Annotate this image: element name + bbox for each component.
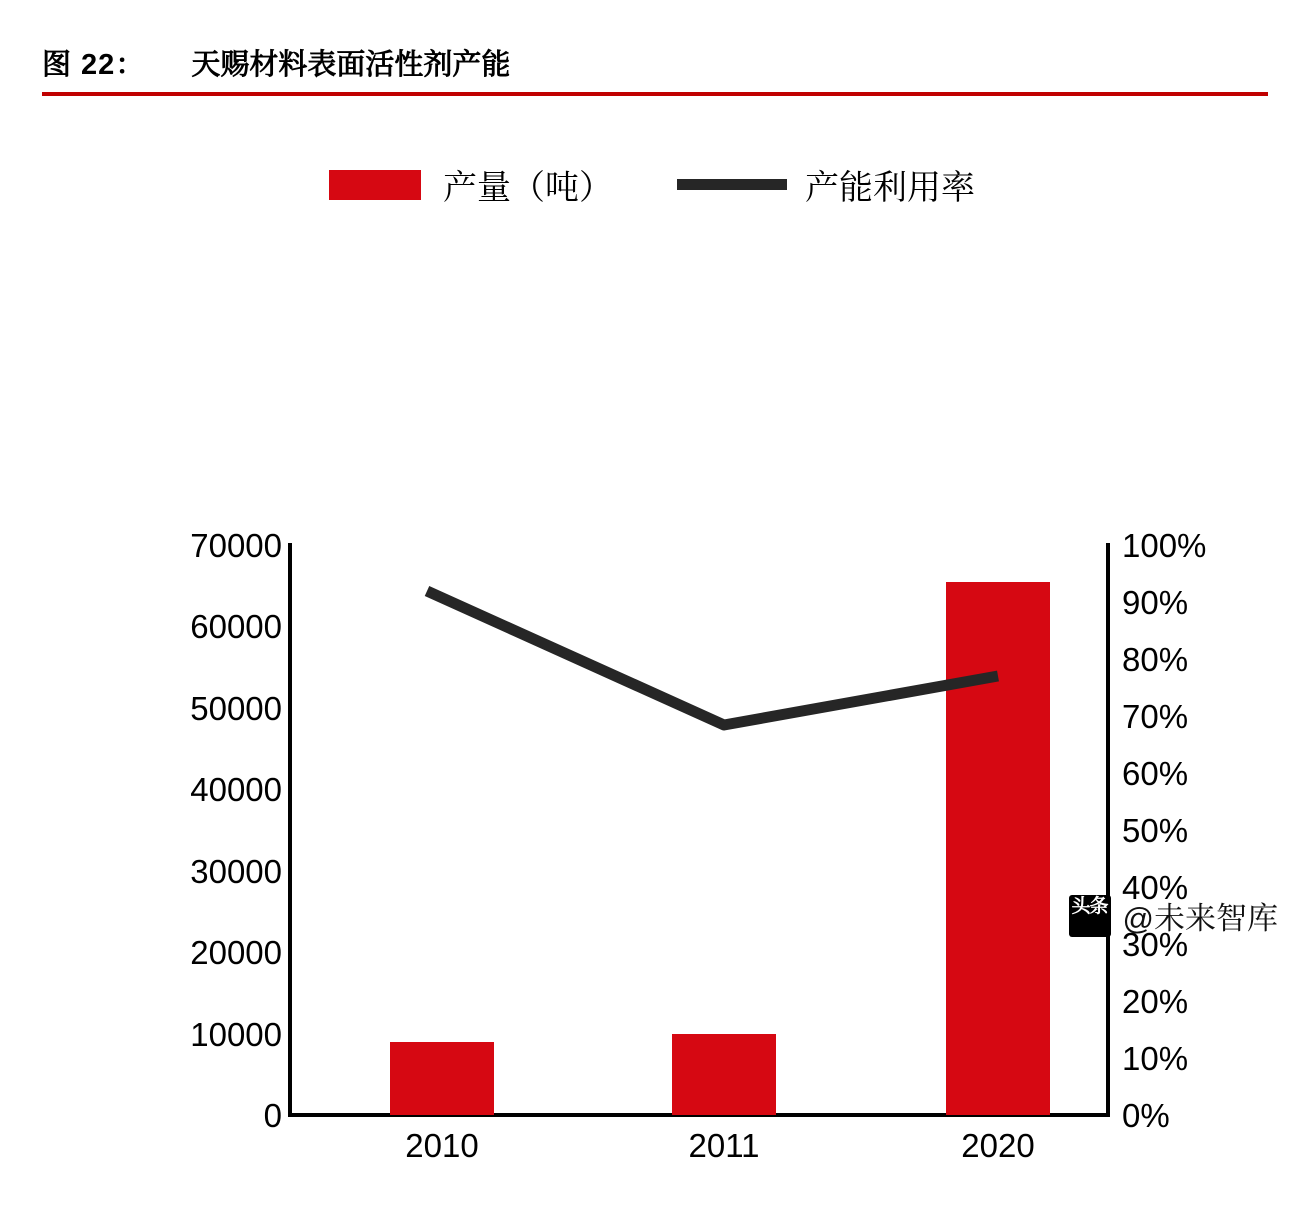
right-axis-line (1106, 543, 1110, 1117)
page-title: 天赐材料表面活性剂产能 (191, 48, 511, 81)
right-axis-tick-label: 40% (1122, 869, 1189, 906)
right-axis-tick-label: 70% (1122, 698, 1189, 735)
right-axis-tick-label: 50% (1122, 812, 1189, 849)
watermark-text: @未来智库 (1122, 901, 1278, 936)
left-axis-tick-label: 50000 (190, 690, 282, 727)
right-axis-tick-label: 30% (1122, 926, 1189, 963)
figure-number-label: 图 22： (42, 48, 146, 81)
legend-bar-swatch-icon (329, 170, 421, 200)
left-axis-tick-label: 10000 (190, 1016, 282, 1053)
x-axis-tick-label: 2020 (961, 1127, 1035, 1164)
bar-2011 (672, 1034, 776, 1115)
toutiao-logo-icon: 头条 (1069, 895, 1111, 937)
bar-2020 (946, 582, 1050, 1115)
x-axis-tick-label: 2011 (688, 1127, 760, 1164)
right-axis-tick-label: 90% (1122, 584, 1189, 621)
chart-legend (0, 160, 1304, 209)
right-axis-tick-label: 20% (1122, 983, 1189, 1020)
bar-2010 (390, 1042, 494, 1115)
left-axis-tick-label: 0 (263, 1097, 282, 1134)
right-axis-tick-label: 0% (1122, 1097, 1170, 1134)
utilization-polyline (427, 591, 998, 725)
figure-header (42, 34, 1268, 96)
legend-line-swatch-icon (677, 179, 787, 190)
legend-item-utilization (677, 160, 975, 209)
left-axis-tick-label: 70000 (190, 527, 282, 564)
x-axis-tick-label: 2010 (405, 1127, 479, 1164)
left-axis-tick-label: 40000 (190, 771, 282, 808)
right-axis-tick-label: 60% (1122, 755, 1189, 792)
legend-item-label: 产量（吨） (443, 169, 613, 207)
left-axis-tick-label: 20000 (190, 934, 282, 971)
figure-header-row (42, 34, 1268, 90)
right-axis-tick-label: 100% (1122, 527, 1207, 564)
left-axis-tick-label: 30000 (190, 853, 282, 890)
legend-item-label: 产能利用率 (805, 169, 975, 207)
left-axis-line (288, 543, 292, 1117)
left-axis-tick-label: 60000 (190, 608, 282, 645)
right-axis-tick-label: 80% (1122, 641, 1189, 678)
legend-item-production (329, 160, 613, 209)
watermark (1069, 893, 1278, 938)
right-axis-tick-label: 10% (1122, 1040, 1189, 1077)
